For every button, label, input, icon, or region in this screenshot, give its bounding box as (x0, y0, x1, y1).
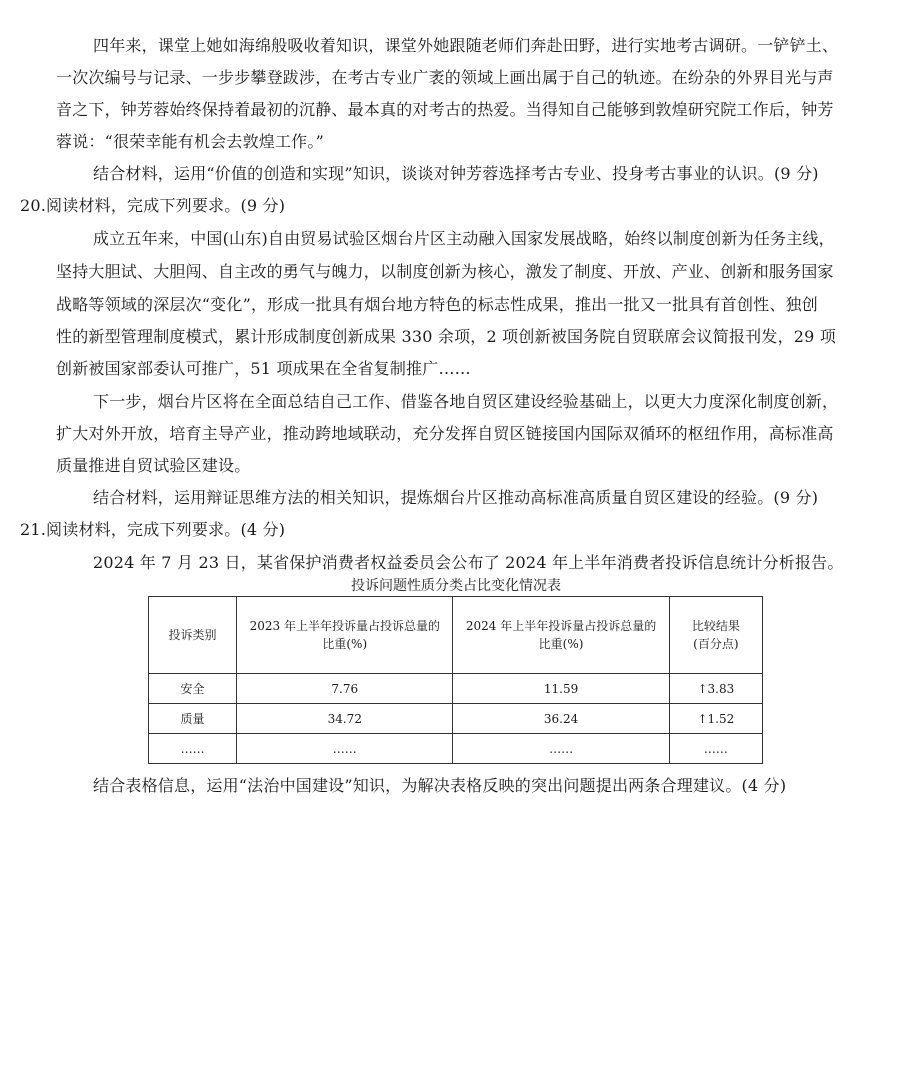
passage-line: 性的新型管理制度模式，累计形成制度创新成果 330 余项，2 项创新被国务院自贸联席会议简报刊发，29 项 (56, 327, 837, 346)
header-2023-share (237, 597, 453, 674)
cell-2023: 34.72 (237, 704, 453, 734)
header-text: 比重(%) (538, 637, 584, 651)
cell-2023: …… (237, 734, 453, 764)
question-20-prompt: 结合材料，运用辩证思维方法的相关知识，提炼烟台片区推动高标准高质量自贸区建设的经验。(9 分) (93, 488, 819, 507)
table-row (149, 704, 763, 734)
table-row (149, 674, 763, 704)
passage-line: 下一步，烟台片区将在全面总结自己工作、借鉴各地自贸区建设经验基础上，以更大力度深化制度创新， (93, 392, 839, 411)
passage-line: 一次次编号与记录、一步步攀登跋涉，在考古专业广袤的领域上画出属于自己的轨迹。在纷杂的外界目光与声 (56, 68, 834, 87)
cell-category: 质量 (149, 704, 237, 734)
header-comparison (669, 597, 762, 674)
table-header-row (149, 597, 763, 674)
question-20-heading: 20.阅读材料，完成下列要求。(9 分) (20, 196, 286, 215)
cell-2023: 7.76 (237, 674, 453, 704)
question-19-prompt: 结合材料，运用“价值的创造和实现”知识，谈谈对钟芳蓉选择考古专业、投身考古事业的认识。(9 分) (93, 164, 819, 183)
cell-2024: 36.24 (453, 704, 669, 734)
header-text: 比较结果 (691, 619, 740, 633)
passage-line: 质量推进自贸试验区建设。 (56, 456, 251, 475)
cell-2024: …… (453, 734, 669, 764)
table-row (149, 734, 763, 764)
header-text: 投诉类别 (168, 628, 217, 642)
passage-line: 扩大对外开放，培育主导产业，推动跨地域联动，充分发挥自贸区链接国内国际双循环的枢纽作用，高标准高 (56, 424, 834, 443)
passage-line: 2024 年 7 月 23 日，某省保护消费者权益委员会公布了 2024 年上半年消费者投诉信息统计分析报告。 (93, 553, 844, 572)
question-21-prompt: 结合表格信息，运用“法治中国建设”知识，为解决表格反映的突出问题提出两条合理建议。(4 分) (93, 776, 787, 795)
header-2024-share (453, 597, 669, 674)
passage-line: 创新被国家部委认可推广，51 项成果在全省复制推广…… (56, 359, 471, 378)
header-text: 2024 年上半年投诉量占投诉总量的 (465, 619, 657, 633)
passage-line: 成立五年来，中国(山东)自由贸易试验区烟台片区主动融入国家发展战略，始终以制度创新为任务主线， (93, 229, 835, 248)
header-text: 2023 年上半年投诉量占投诉总量的 (249, 619, 440, 633)
passage-line: 蓉说：“很荣幸能有机会去敦煌工作。” (56, 132, 324, 151)
table-caption: 投诉问题性质分类占比变化情况表 (351, 578, 561, 594)
complaint-table (148, 596, 763, 764)
passage-line: 音之下，钟芳蓉始终保持着最初的沉静、最本真的对考古的热爱。当得知自己能够到敦煌研究院工作后，钟芳 (56, 100, 834, 119)
cell-change: ↑3.83 (669, 674, 762, 704)
header-category (149, 597, 237, 674)
cell-category: 安全 (149, 674, 237, 704)
header-text: (百分点) (693, 637, 739, 651)
passage-line: 坚持大胆试、大胆闯、自主改的勇气与魄力，以制度创新为核心，激发了制度、开放、产业、创新和服务国家 (56, 262, 834, 281)
passage-line: 战略等领域的深层次“变化”，形成一批具有烟台地方特色的标志性成果，推出一批又一批具有首创性、独创 (56, 295, 818, 314)
header-text: 比重(%) (322, 637, 368, 651)
passage-line: 四年来，课堂上她如海绵般吸收着知识，课堂外她跟随老师们奔赴田野，进行实地考古调研。一铲铲土、 (93, 36, 839, 55)
question-21-heading: 21.阅读材料，完成下列要求。(4 分) (20, 520, 286, 539)
cell-change: ↑1.52 (669, 704, 762, 734)
cell-2024: 11.59 (453, 674, 669, 704)
cell-category: …… (149, 734, 237, 764)
cell-change: …… (669, 734, 762, 764)
